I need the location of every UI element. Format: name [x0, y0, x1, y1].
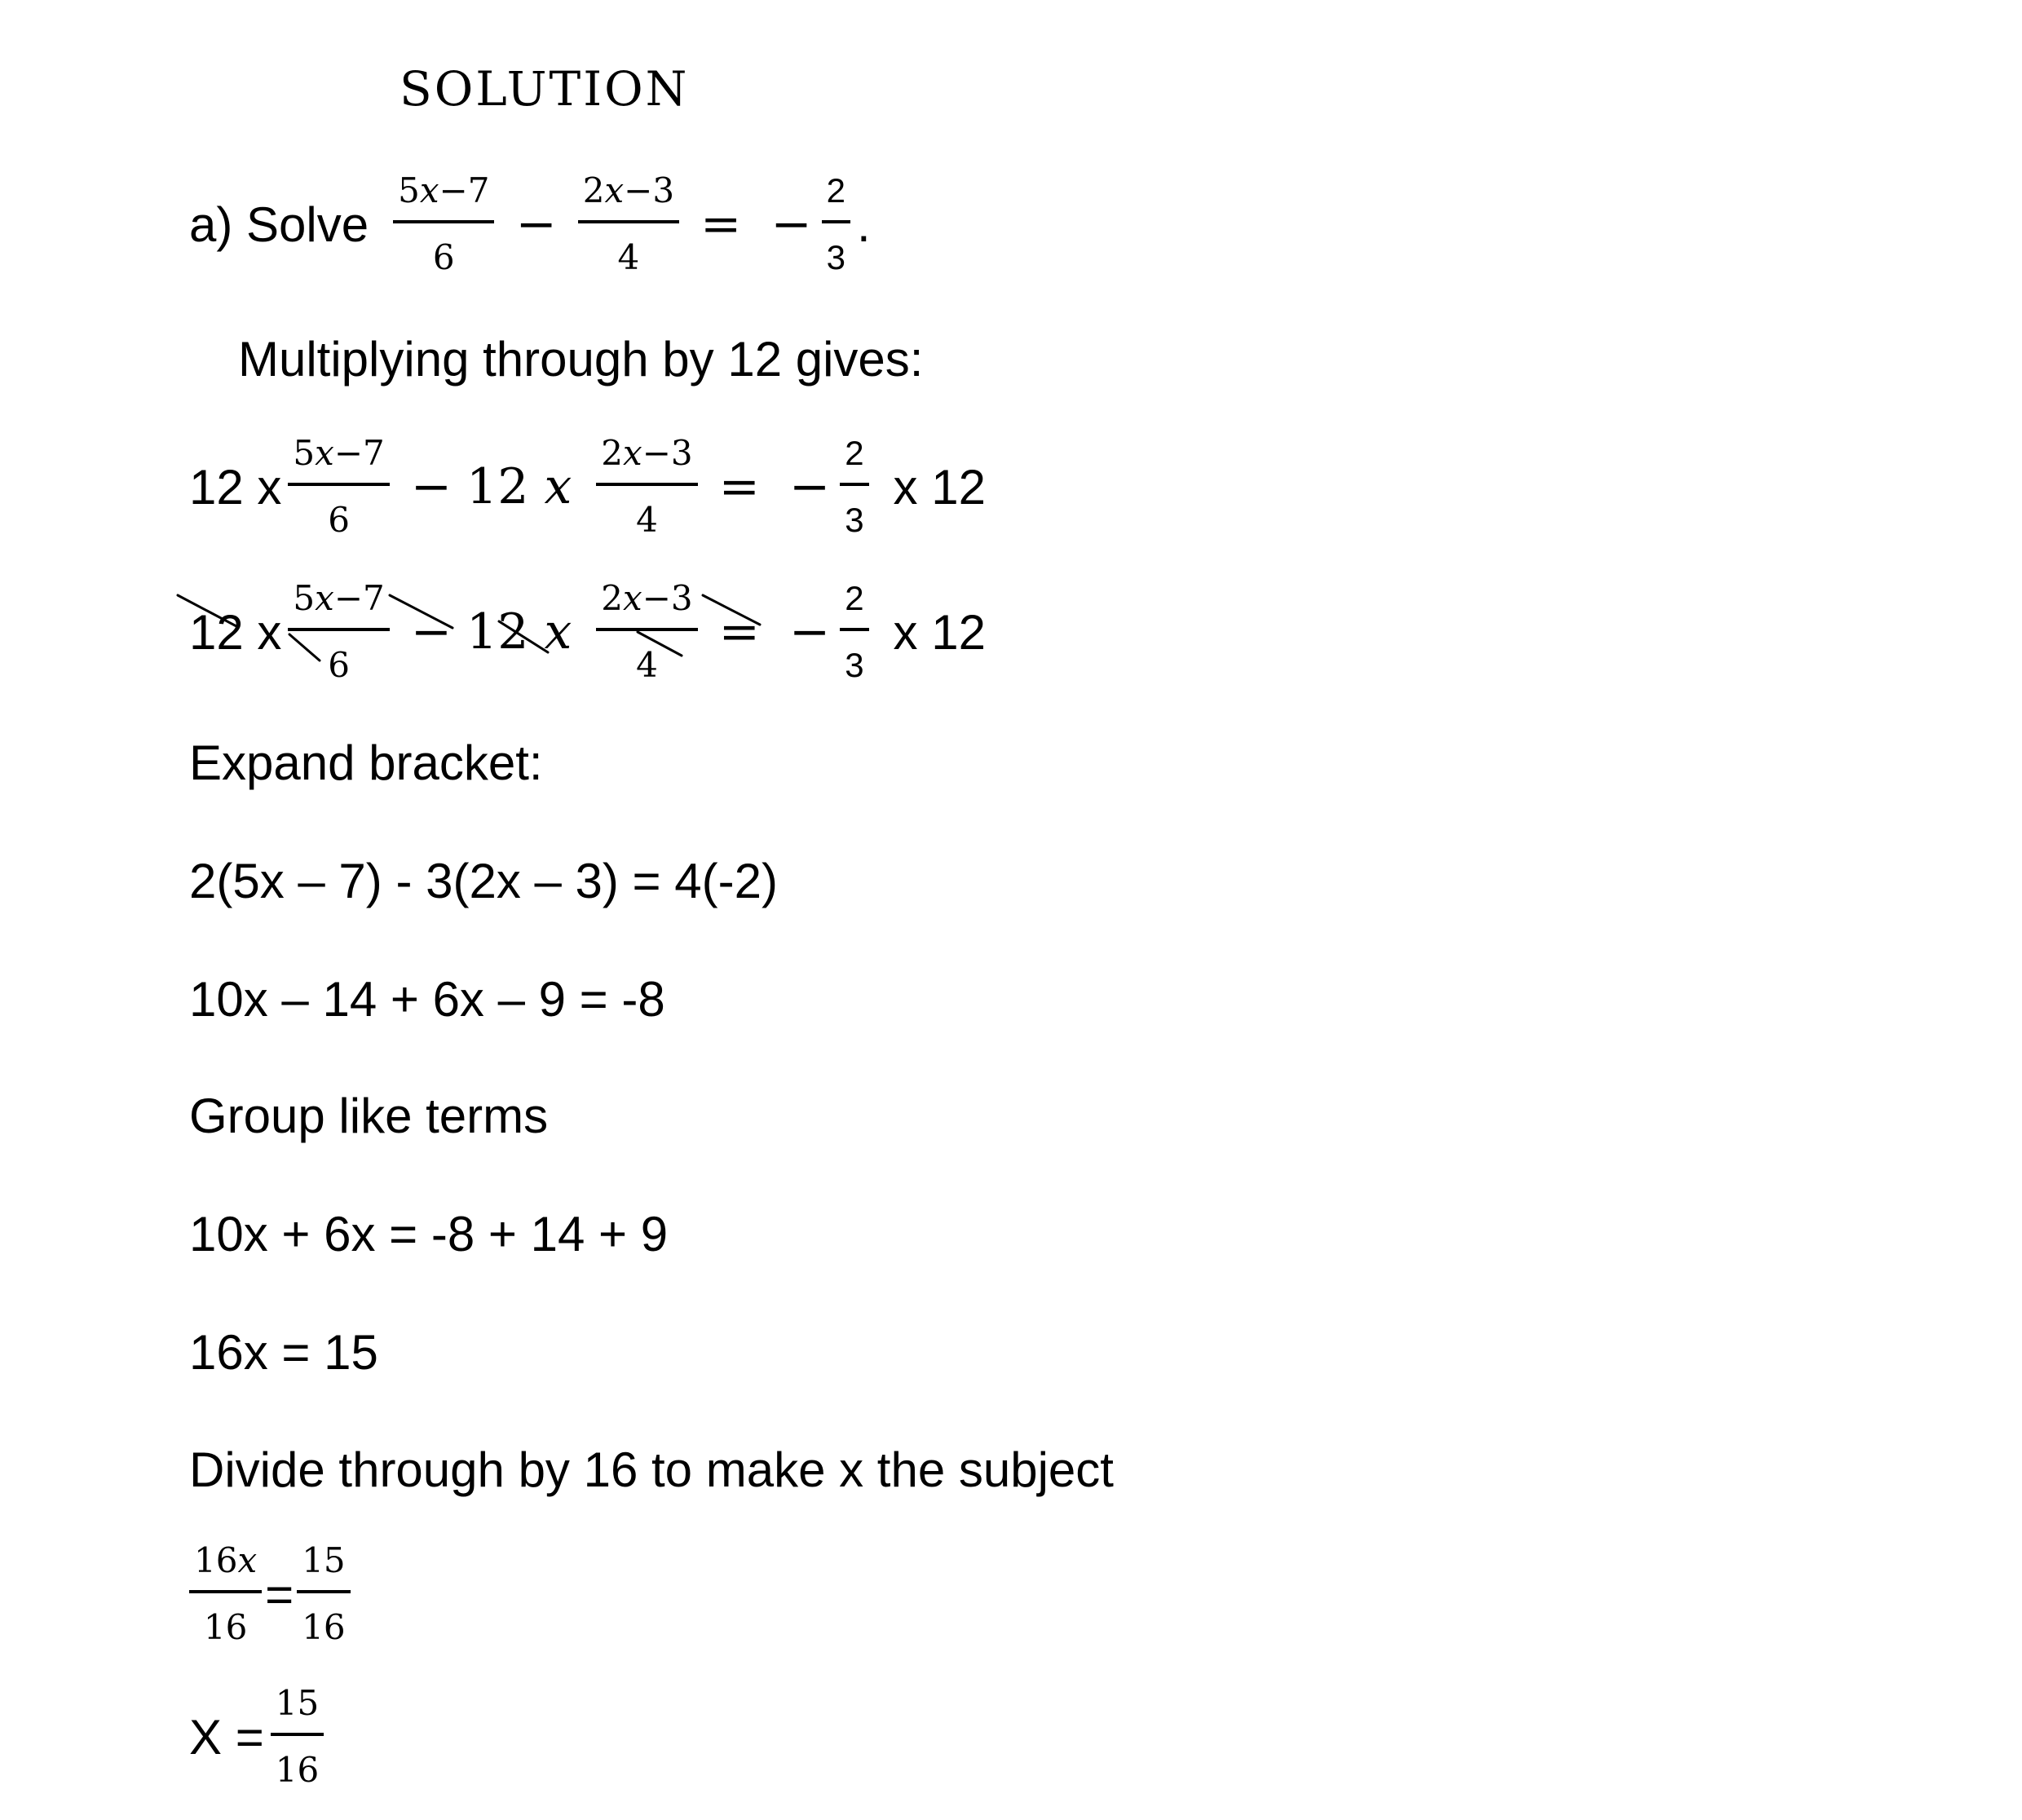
- fraction-5x-7-over-6: $\frac{\text{5𝑥−7}}{6}$: [288, 577, 389, 687]
- expand-equation: 2(5x – 7) - 3(2x – 3) = 4(-2): [189, 853, 778, 908]
- group-label: Group like terms: [189, 1088, 549, 1143]
- problem-prefix: a) Solve: [189, 197, 369, 252]
- multiply-instruction: Multiplying through by 12 gives:: [238, 331, 924, 387]
- multiplied-equation: 12 x $\frac{\text{5𝑥−7}}{6}$ − 12 𝑥 $\frac{\text{2𝑥−3}}{4}$ = − $\frac{2}{3}$ x 12: [189, 433, 986, 540]
- expanded-equation: 10x – 14 + 6x – 9 = -8: [189, 971, 665, 1027]
- expand-label: Expand bracket:: [189, 735, 543, 790]
- minus-operator: −: [515, 196, 557, 253]
- fraction-2x-3-over-4: $\frac{\text{2𝑥−3}}{4}$: [578, 170, 679, 279]
- fraction-2-over-3: $\frac{2}{3}$: [840, 432, 868, 541]
- negative-sign: −: [770, 196, 812, 253]
- fraction-2-over-3: $\frac{2}{3}$: [822, 170, 850, 279]
- fraction-15-over-16: $\frac{15}{16}$: [271, 1682, 324, 1791]
- problem-statement: [189, 163, 871, 285]
- equals-sign: =: [700, 196, 742, 253]
- fraction-15-over-16: $\frac{15}{16}$: [297, 1539, 350, 1649]
- grouped-equation: 10x + 6x = -8 + 14 + 9: [189, 1206, 669, 1261]
- fraction-2-over-3: $\frac{2}{3}$: [840, 577, 868, 687]
- fraction-16x-over-16: $\frac{\text{16𝑥}}{16}$: [189, 1539, 262, 1649]
- cancelled-equation: 12 x $\frac{\text{5𝑥−7}}{6}$ − 12 𝑥 $\frac{\text{2𝑥−3}}{4}$ = − $\frac{2}{3}$ x 12: [189, 578, 986, 685]
- final-answer: X = $\frac{15}{16}$: [189, 1676, 330, 1798]
- fraction-2x-3-over-4: $\frac{\text{2𝑥−3}}{4}$: [596, 432, 697, 541]
- page-title: SOLUTION: [400, 61, 690, 117]
- fraction-5x-7-over-6: $\frac{\text{5𝑥−7}}{6}$: [393, 170, 494, 279]
- fraction-5x-7-over-6: $\frac{\text{5𝑥−7}}{6}$: [288, 432, 389, 541]
- simplified-equation: 16x = 15: [189, 1324, 378, 1380]
- period: .: [856, 197, 871, 252]
- divide-equation: $\frac{\text{16𝑥}}{16}$ = $\frac{15}{16}$: [189, 1533, 357, 1655]
- fraction-2x-3-over-4: $\frac{\text{2𝑥−3}}{4}$: [596, 577, 697, 687]
- divide-label: Divide through by 16 to make x the subject: [189, 1442, 1114, 1497]
